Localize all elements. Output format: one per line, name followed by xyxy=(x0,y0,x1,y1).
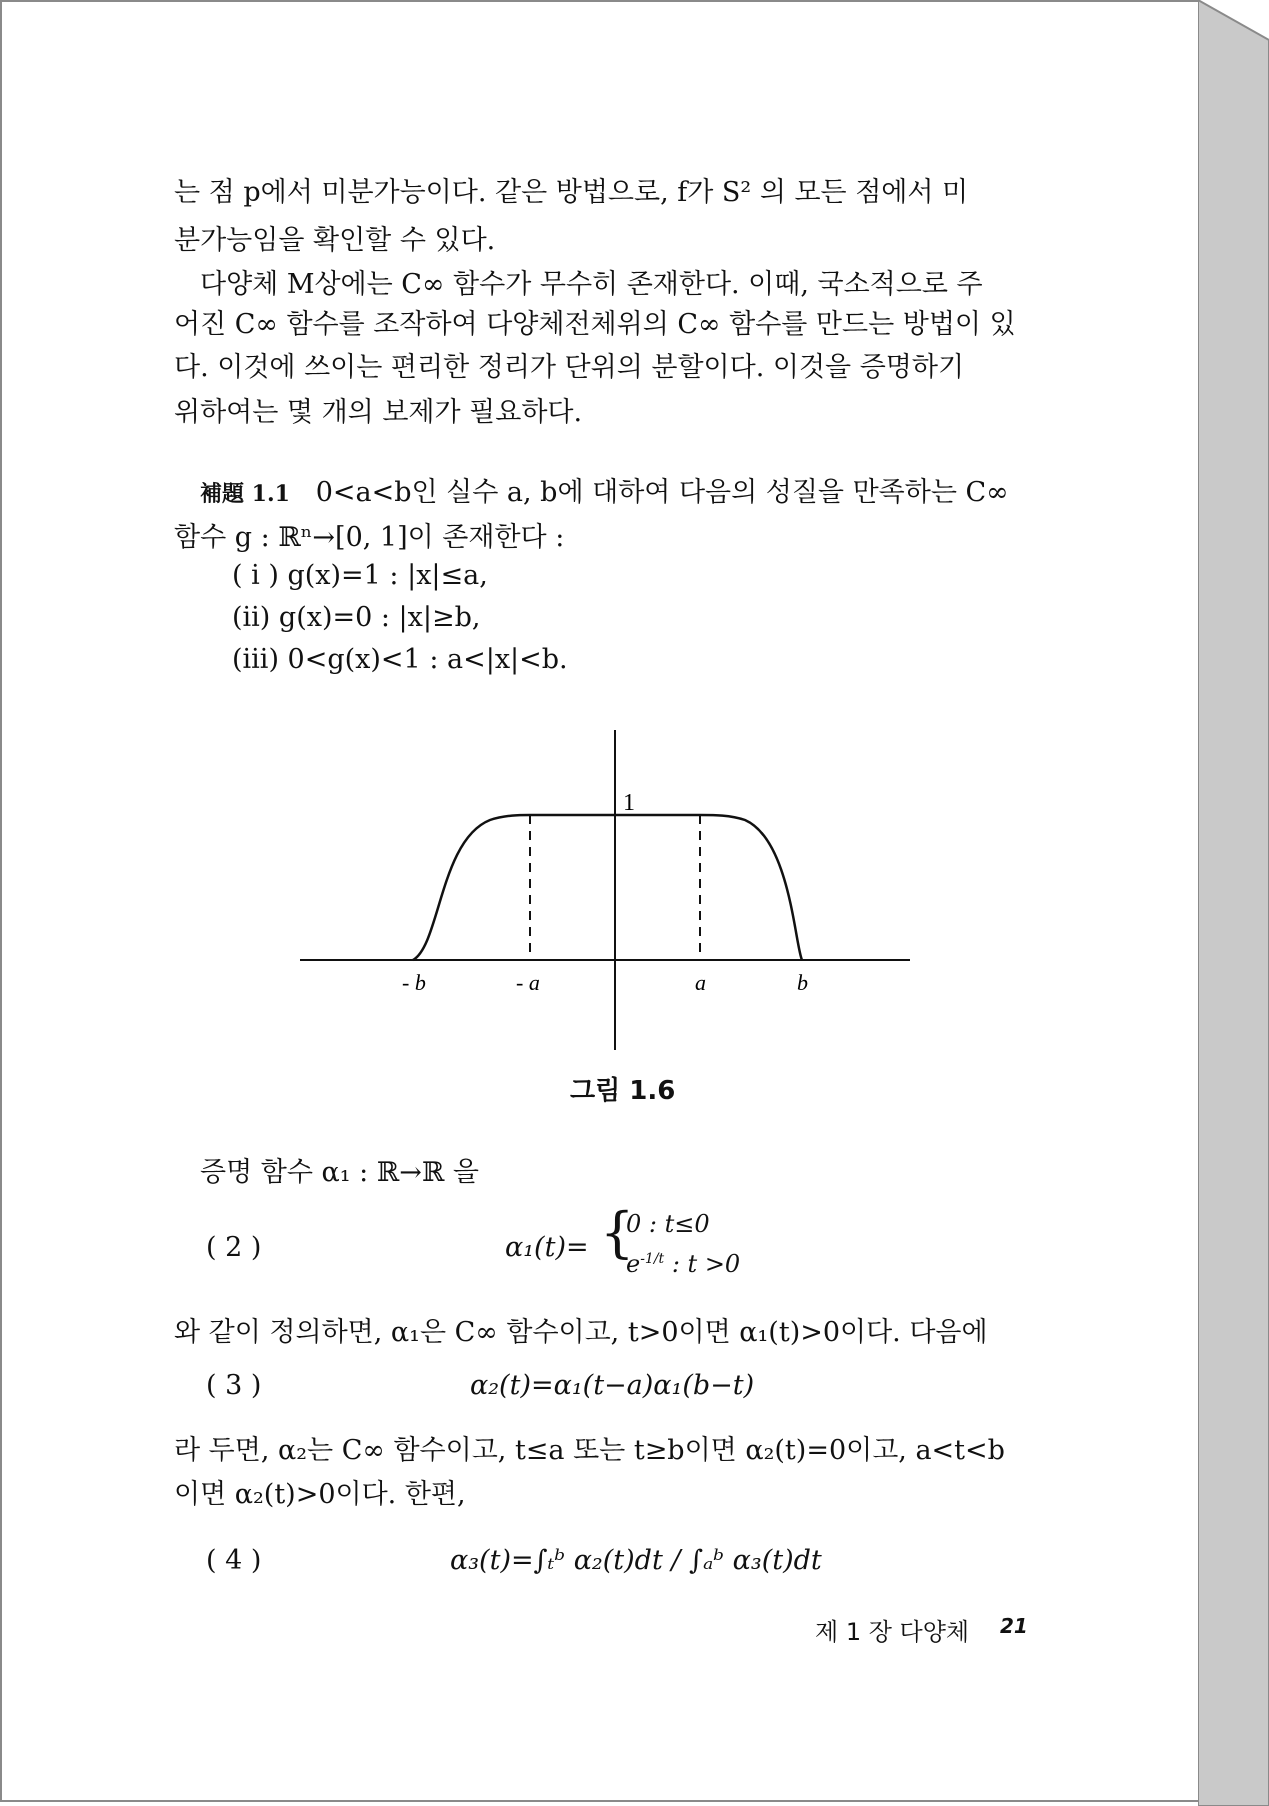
eq3-label: ( 3 ) xyxy=(206,1370,262,1401)
eq2-label: ( 2 ) xyxy=(206,1232,262,1263)
figure-caption: 그림 1.6 xyxy=(570,1076,676,1106)
y-label-1: 1 xyxy=(623,790,635,816)
paragraph1-line1: 는 점 p에서 미분가능이다. 같은 방법으로, f가 S² 의 모든 점에서 미 xyxy=(174,177,969,208)
page-edge-shadow xyxy=(1198,0,1269,1806)
x-label-neg-b: - b xyxy=(402,970,426,995)
lemma-item-2: (ii) g(x)=0 : |x|≥b, xyxy=(232,602,481,633)
footer-page-number: 21 xyxy=(1000,1614,1028,1638)
eq3-expression: α₂(t)=α₁(t−a)α₁(b−t) xyxy=(470,1370,755,1401)
lemma-label: 補題 1.1 xyxy=(200,481,290,507)
footer-chapter: 제 1 장 다양체 xyxy=(815,1618,970,1646)
eq2-brace: { xyxy=(600,1201,635,1264)
figure-bump-function xyxy=(290,720,930,1060)
proof-text-after-eq3-line2: 이면 α₂(t)>0이다. 한편, xyxy=(174,1479,466,1510)
lemma-statement: 0<a<b인 실수 a, b에 대하여 다음의 성질을 만족하는 C∞ xyxy=(315,477,1009,508)
bump-curve xyxy=(413,815,802,960)
eq4-expression: α₃(t)=∫ₜᵇ α₂(t)dt / ∫ₐᵇ α₃(t)dt xyxy=(450,1545,822,1576)
lemma-item-3: (iii) 0<g(x)<1 : a<|x|<b. xyxy=(232,644,568,675)
paragraph2-line3: 다. 이것에 쓰이는 편리한 정리가 단위의 분할이다. 이것을 증명하기 xyxy=(174,352,965,383)
paragraph2-line2: 어진 C∞ 함수를 조작하여 다양체전체위의 C∞ 함수를 만드는 방법이 있 xyxy=(174,309,1016,340)
x-label-a: a xyxy=(695,970,706,995)
eq2-case2 xyxy=(626,1250,740,1278)
lemma-line1 xyxy=(200,470,1009,509)
x-label-b: b xyxy=(797,970,808,995)
eq2-case2-cond: : t >0 xyxy=(671,1250,741,1278)
paragraph2-line4: 위하여는 몇 개의 보제가 필요하다. xyxy=(174,397,583,428)
paragraph2-line1: 다양체 M상에는 C∞ 함수가 무수히 존재한다. 이때, 국소적으로 주 xyxy=(200,269,983,300)
lemma-item-1: ( i ) g(x)=1 : |x|≤a, xyxy=(232,560,488,591)
proof-text-after-eq3-line1: 라 두면, α₂는 C∞ 함수이고, t≤a 또는 t≥b이면 α₂(t)=0이고, a<t<b xyxy=(174,1435,1005,1466)
x-label-neg-a: - a xyxy=(516,970,540,995)
eq2-case2-base: e xyxy=(626,1250,641,1278)
lemma-line2: 함수 g : ℝⁿ→[0, 1]이 존재한다 : xyxy=(174,522,565,553)
eq4-label: ( 4 ) xyxy=(206,1545,262,1576)
eq2-case2-exp: -1/t xyxy=(640,1251,665,1267)
paragraph1-line2: 분가능임을 확인할 수 있다. xyxy=(174,225,496,256)
proof-text-after-eq2: 와 같이 정의하면, α₁은 C∞ 함수이고, t>0이면 α₁(t)>0이다. 다음에 xyxy=(174,1317,988,1348)
eq2-case1: 0 : t≤0 xyxy=(626,1210,710,1238)
proof-intro: 증명 함수 α₁ : ℝ→ℝ 을 xyxy=(200,1157,479,1188)
eq2-lhs: α₁(t)= xyxy=(505,1232,589,1263)
